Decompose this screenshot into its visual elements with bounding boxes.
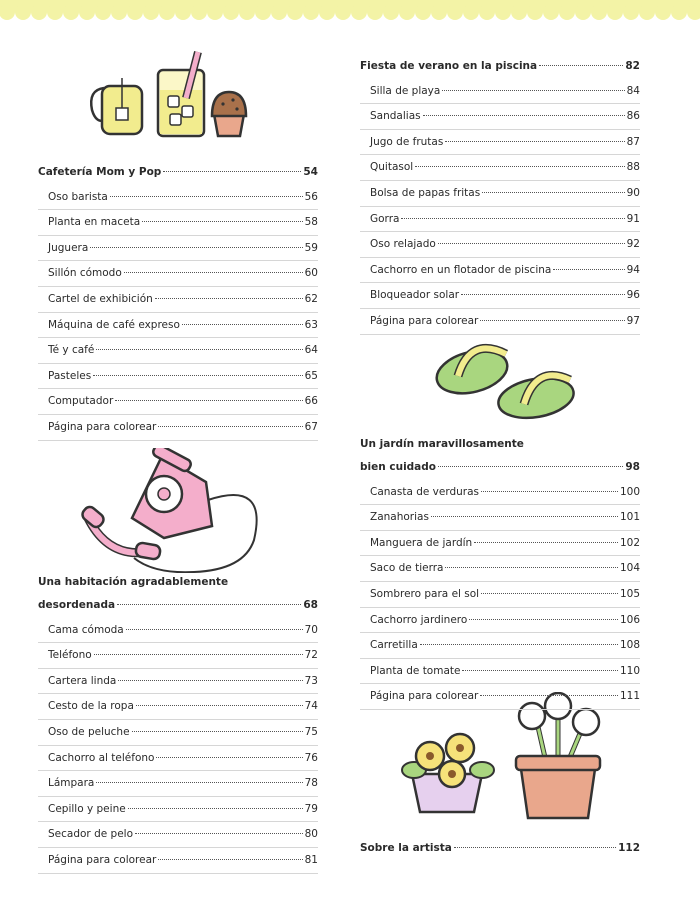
white-flowers-pot-icon [516,693,600,818]
toc-section-artista [360,836,640,861]
toc-entry[interactable]: Oso de peluche 75 [38,720,318,746]
toc-entry[interactable]: Zanahorias 101 [360,505,640,531]
toc-entry[interactable]: Bloqueador solar 96 [360,283,640,309]
scalloped-top-border [0,0,700,24]
toc-entry[interactable]: Sandalias 86 [360,104,640,130]
toc-entry[interactable]: Cachorro al teléfono 76 [38,746,318,772]
toc-entry[interactable]: Quitasol 88 [360,155,640,181]
toc-heading-habitacion[interactable]: desordenada 68 [38,599,318,611]
cafe-drinks-illustration [86,48,256,143]
toc-section-habitacion [38,572,318,874]
toc-entry[interactable]: Oso relajado 92 [360,232,640,258]
toc-entry[interactable]: Lámpara 78 [38,771,318,797]
toc-entry[interactable]: Pasteles 65 [38,364,318,390]
toc-entry[interactable]: Cartera linda 73 [38,669,318,695]
toc-entry[interactable]: Té y café 64 [38,338,318,364]
toc-entry[interactable]: Página para colorear 97 [360,309,640,335]
toc-section-cafeteria [38,160,318,441]
toc-heading-fiesta[interactable]: Fiesta de verano en la piscina 82 [360,60,640,72]
toc-entry[interactable]: Computador 66 [38,389,318,415]
toc-entry[interactable]: Gorra 91 [360,207,640,233]
toc-entry[interactable]: Canasta de verduras 100 [360,480,640,506]
toc-entry[interactable]: Manguera de jardín 102 [360,531,640,557]
rotary-phone-icon [80,448,270,573]
toc-entry[interactable]: Página para colorear 111 [360,684,640,710]
toc-entry[interactable]: Planta en maceta 58 [38,210,318,236]
toc-entry[interactable]: Cama cómoda 70 [38,618,318,644]
toc-entry[interactable]: Teléfono 72 [38,643,318,669]
toc-entry[interactable]: Página para colorear 81 [38,848,318,874]
toc-entry[interactable]: Sillón cómodo 60 [38,261,318,287]
toc-entry[interactable]: Secador de pelo 80 [38,822,318,848]
flower-pots-illustration [396,692,614,832]
toc-entry[interactable]: Planta de tomate 110 [360,659,640,685]
muffin-icon [212,92,246,136]
toc-entry[interactable]: Página para colorear 67 [38,415,318,441]
toc-entry[interactable]: Cesto de la ropa 74 [38,694,318,720]
toc-entry[interactable]: Carretilla 108 [360,633,640,659]
toc-entry[interactable]: Silla de playa 84 [360,79,640,105]
toc-entry[interactable]: Bolsa de papas fritas 90 [360,181,640,207]
toc-heading-cafeteria[interactable]: Cafetería Mom y Pop 54 [38,166,318,178]
toc-entry[interactable]: Sombrero para el sol 105 [360,582,640,608]
toc-entry[interactable]: Oso barista 56 [38,185,318,211]
toc-entry[interactable]: Cachorro jardinero 106 [360,608,640,634]
tea-mug-icon [91,78,142,134]
sandals-icon [432,336,582,424]
toc-entry[interactable]: Cepillo y peine 79 [38,797,318,823]
flower-pot-icon [402,734,494,812]
toc-entry[interactable]: Jugo de frutas 87 [360,130,640,156]
toc-heading-jardin-line1[interactable]: Un jardín maravillosamente [360,438,524,450]
toc-heading-artista[interactable]: Sobre la artista 112 [360,842,640,854]
toc-entry[interactable]: Máquina de café expreso 63 [38,313,318,339]
toc-entry[interactable]: Juguera 59 [38,236,318,262]
toc-heading-habitacion-line1[interactable]: Una habitación agradablemente [38,576,229,588]
toc-entry[interactable]: Cachorro en un flotador de piscina 94 [360,258,640,284]
toc-entry[interactable]: Saco de tierra 104 [360,556,640,582]
toc-entry[interactable]: Cartel de exhibición 62 [38,287,318,313]
toc-heading-jardin[interactable]: bien cuidado 98 [360,461,640,473]
toc-section-fiesta [360,54,640,335]
iced-drink-icon [158,52,204,136]
toc-section-jardin [360,434,640,710]
